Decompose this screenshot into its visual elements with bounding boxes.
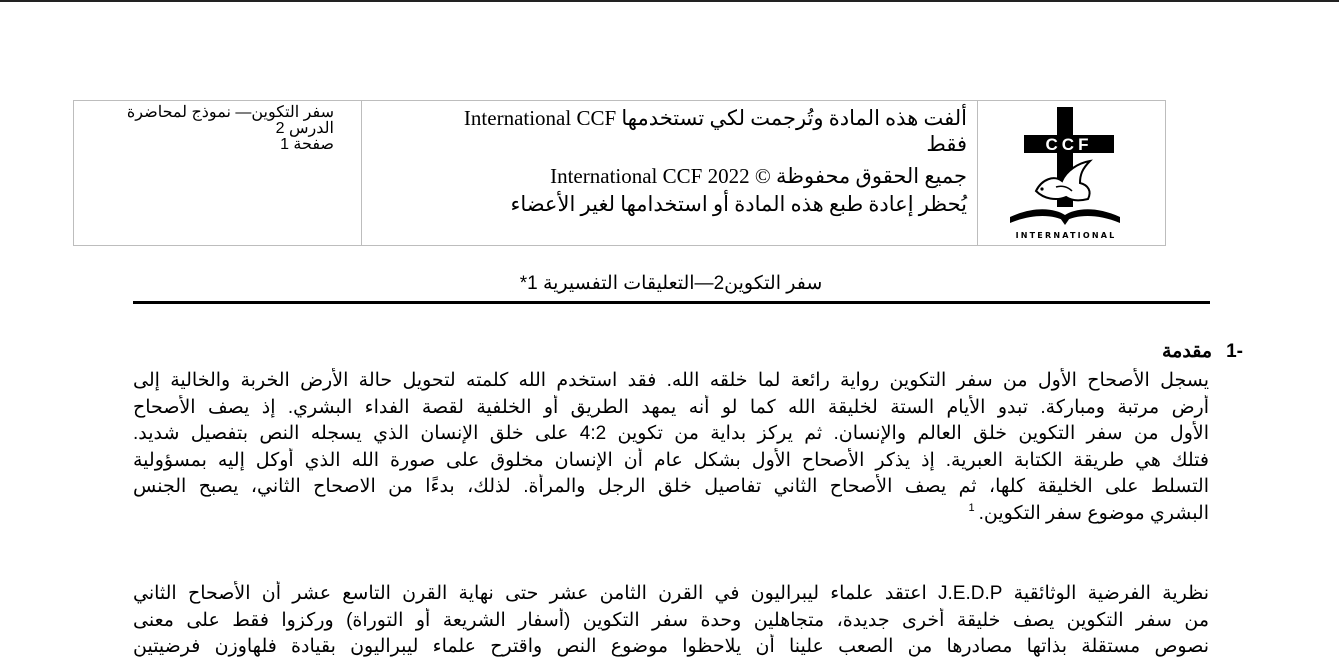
top-border-rule [0,0,1339,2]
logo-ccf-text: CCF [1045,135,1093,154]
copyright-line-1: ألفت هذه المادة وتُرجمت لكي تستخدمها International CCF [463,106,967,130]
header-lesson-cell [74,101,362,245]
section-heading-text: مقدمة [1161,341,1213,362]
section-heading [1162,340,1243,364]
page-number: صفحة 1 [280,136,334,153]
intro-paragraph-2 [133,581,1209,658]
intro-paragraph-1 [133,368,1209,527]
copyright-line-2: فقط [926,132,967,156]
title-underline-rule [133,301,1210,304]
ccf-cross-dove-logo [996,105,1136,230]
section-number: -1 [1226,341,1243,362]
header-logo-cell [978,101,1166,245]
paragraph-line-text: البشري موضوع سفر التكوين. [978,502,1209,524]
paragraph-line: من سفر التكوين يصف خليقة أخرى جديدة، متجاهلين وحدة سفر التكوين (أسفار الشريعة أو التوراة) وركزوا فقط على معنى [133,609,1209,631]
paragraph-last-line [133,501,1209,528]
paragraph-line: أرض مرتبة ومباركة. تبدو الأيام الستة لخليقة الله كما لو أنه يمهد الطريق أو الخلفية لقصة الفداء البشري. إذ يصف الأصحاح [133,396,1209,418]
paragraph-line: التسلط على الخليقة كلها، ثم يصف الأصحاح الثاني تفاصيل خلق الرجل والمرأة. لذلك، بدءًا من الاصحاح الثاني، يصبح الجنس [133,476,1209,497]
footnote-reference[interactable]: 1 [968,502,975,515]
document-title: سفر التكوين2—التعليقات التفسيرية 1* [519,273,823,294]
copyright-line-3: جميع الحقوق محفوظة © International CCF 2022 [550,164,967,188]
paragraph-line: يسجل الأصحاح الأول من سفر التكوين رواية رائعة لما خلقه الله. فقد استخدم الله كلمته لتحويل حالة الأرض الخربة والخالية إلى [133,370,1209,391]
paragraph-line: نظرية الفرضية الوثائقية J.E.D.P اعتقد علماء ليبراليون في القرن الثامن عشر حتى نهاية القرن التاسع عشر أن الأصحاح الثاني [133,583,1209,604]
paragraph-line: الأول من سفر التكوين خلق العالم والإنسان. ثم يركز بداية من تكوين 4:2 على خلق الإنسان الذي يسجله النص بتفصيل شديد. [133,423,1209,444]
logo-caption: INTERNATIONAL [1015,231,1117,240]
header-copyright-cell [362,101,978,245]
paragraph-line: نصوص مستقلة بذاتها مصادرها من الصعب علينا أن يلاحظوا موضوع النص واقترح علماء ليبراليون بقيادة فلهاوزن فرضيتين [133,636,1209,657]
paragraph-line: فتلك هي طريقة الكتابة العبرية. إذ يذكر الأصحاح الأول بشكل عام أن الإنسان مخلوق على صورة الله الذي أوكل إليه بمسؤولية [133,449,1209,471]
document-header-table [73,100,1166,246]
copyright-line-4: يُحظر إعادة طبع هذه المادة أو استخدامها لغير الأعضاء [510,192,967,216]
lesson-number: الدرس 2 [275,120,334,137]
lesson-book-title: سفر التكوين— نموذج لمحاضرة [126,104,334,121]
